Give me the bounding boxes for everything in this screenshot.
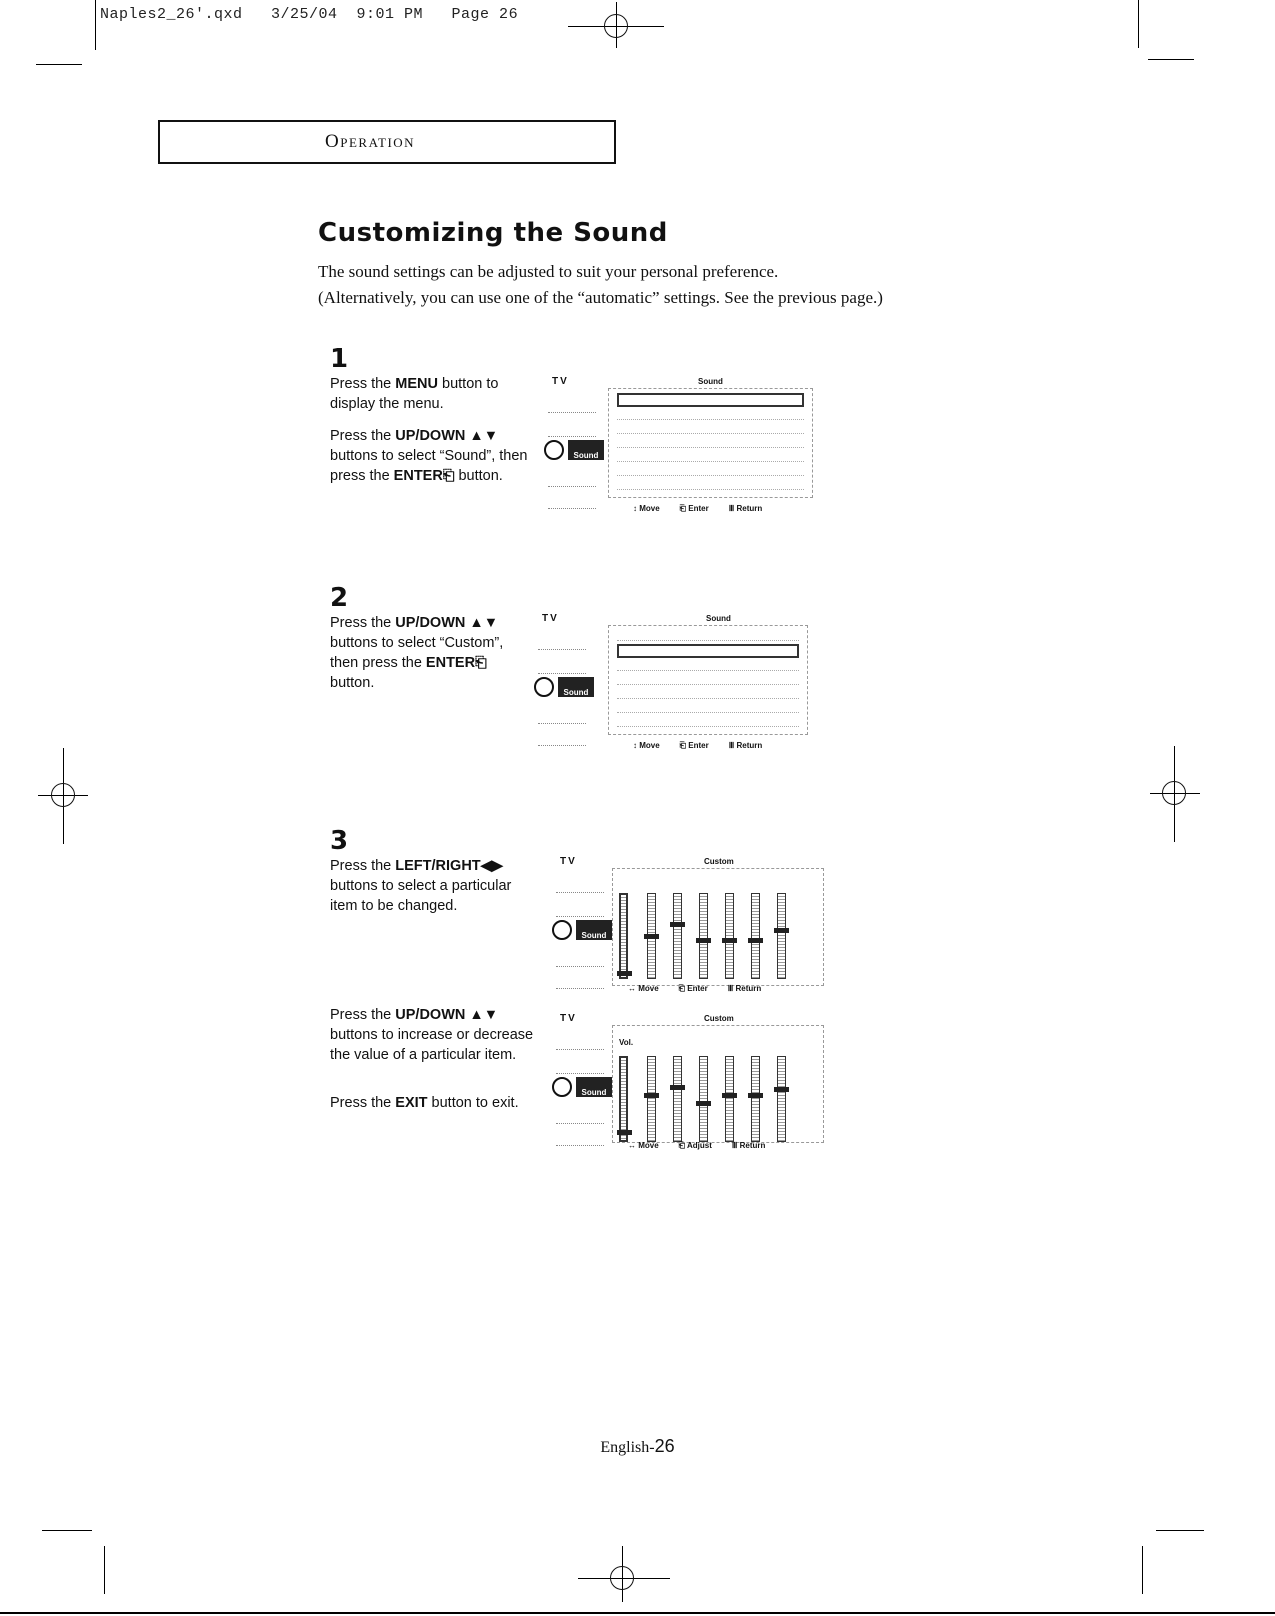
tv-screen-sound-custom <box>528 613 813 761</box>
crop-mark <box>1156 1530 1204 1531</box>
sound-tab: Sound <box>568 440 604 460</box>
section-header <box>158 120 616 164</box>
slider-knob <box>644 934 659 939</box>
menu-row <box>617 716 799 727</box>
slider-knob <box>644 1093 659 1098</box>
crop-mark <box>1138 0 1139 48</box>
crop-mark <box>36 64 82 65</box>
step-number: 2 <box>330 583 349 613</box>
equalizer-slider <box>699 893 708 979</box>
menu-row <box>617 465 804 476</box>
screen-legend <box>633 504 762 514</box>
legend-move: ↔ Move <box>628 1141 659 1150</box>
screen-legend <box>628 1141 765 1151</box>
legend-return: Ⅲ Return <box>728 741 763 750</box>
volume-label: Vol. <box>619 1038 634 1047</box>
file-header: Naples2_26'.qxd 3/25/04 9:01 PM Page 26 <box>100 6 519 23</box>
slider-knob <box>670 1085 685 1090</box>
slider-knob <box>774 1087 789 1092</box>
legend-enter: ⎗ Enter <box>679 504 709 513</box>
menu-icon-column <box>546 1025 612 1147</box>
equalizer-slider <box>647 1056 656 1142</box>
menu-icon-column <box>528 625 594 747</box>
menu-row <box>617 451 804 462</box>
registration-circle-icon <box>610 1566 634 1590</box>
step-number: 3 <box>330 826 349 856</box>
speaker-icon <box>534 677 554 697</box>
crop-mark <box>1142 1546 1143 1594</box>
speaker-icon <box>552 920 572 940</box>
equalizer-slider <box>777 1056 786 1142</box>
picture-icon <box>556 898 604 917</box>
picture-icon <box>556 1055 604 1074</box>
legend-adjust: ⎗ Adjust <box>678 1141 712 1150</box>
footer-language: English- <box>600 1439 655 1456</box>
crop-mark <box>104 1546 105 1594</box>
page-title: Customizing the Sound <box>318 218 668 248</box>
equalizer-slider <box>751 1056 760 1142</box>
equalizer-slider <box>751 893 760 979</box>
input-icon <box>538 631 586 650</box>
menu-panel <box>608 625 808 735</box>
menu-row <box>617 479 804 490</box>
legend-return: Ⅲ Return <box>728 504 763 513</box>
setup-icon <box>548 490 596 509</box>
setup-icon <box>556 1127 604 1146</box>
equalizer-panel <box>612 1025 824 1143</box>
menu-row <box>617 702 799 713</box>
section-label: Operation <box>325 131 416 152</box>
input-icon <box>548 394 596 413</box>
speaker-icon <box>552 1077 572 1097</box>
screen-title: Custom <box>704 857 734 866</box>
menu-row <box>617 423 804 434</box>
screen-title: Sound <box>706 614 731 623</box>
menu-icon-column <box>546 868 612 990</box>
menu-row-selected <box>617 393 804 407</box>
legend-enter: ⎗ Enter <box>679 741 709 750</box>
menu-panel <box>608 388 813 498</box>
menu-row <box>617 437 804 448</box>
equalizer-slider <box>699 1056 708 1142</box>
screen-legend <box>628 984 761 994</box>
channel-icon <box>548 468 596 487</box>
legend-enter: ⎗ Enter <box>678 984 708 993</box>
step-instructions <box>330 374 535 498</box>
slider-knob <box>617 971 632 976</box>
equalizer-slider <box>725 1056 734 1142</box>
input-icon <box>556 874 604 893</box>
slider-knob <box>774 928 789 933</box>
menu-row <box>617 674 799 685</box>
equalizer-slider <box>673 1056 682 1142</box>
channel-icon <box>556 1105 604 1124</box>
equalizer-slider <box>647 893 656 979</box>
slider-knob <box>696 938 711 943</box>
tv-screen-custom-adjust <box>546 1013 831 1161</box>
screen-title: Custom <box>704 1014 734 1023</box>
input-icon <box>556 1031 604 1050</box>
legend-return: Ⅲ Return <box>731 1141 766 1150</box>
equalizer-panel <box>612 868 824 986</box>
crop-mark <box>1148 59 1194 60</box>
page-footer <box>0 1436 1275 1457</box>
step-instructions <box>330 1005 535 1125</box>
screen-legend <box>633 741 762 751</box>
registration-circle-icon <box>1162 781 1186 805</box>
tv-label: TV <box>542 613 559 624</box>
bottom-rule <box>0 1612 1275 1614</box>
slider-knob <box>670 922 685 927</box>
intro-line: The sound settings can be adjusted to suit your personal preference. <box>318 262 779 281</box>
legend-move: ↕ Move <box>633 504 660 513</box>
registration-circle-icon <box>51 783 75 807</box>
equalizer-slider <box>619 1056 628 1142</box>
sound-tab: Sound <box>558 677 594 697</box>
step-number: 1 <box>330 344 349 374</box>
legend-move: ↔ Move <box>628 984 659 993</box>
footer-page-number: 26 <box>654 1436 675 1456</box>
slider-knob <box>748 938 763 943</box>
menu-row <box>617 630 799 641</box>
equalizer-slider <box>673 893 682 979</box>
step-instructions <box>330 613 535 705</box>
menu-row-selected <box>617 644 799 658</box>
slider-knob <box>696 1101 711 1106</box>
slider-knob <box>617 1130 632 1135</box>
slider-knob <box>722 938 737 943</box>
menu-icon-column <box>538 388 604 510</box>
speaker-icon <box>544 440 564 460</box>
channel-icon <box>538 705 586 724</box>
equalizer-slider <box>619 893 628 979</box>
setup-icon <box>538 727 586 746</box>
menu-row <box>617 409 804 420</box>
menu-row <box>617 688 799 699</box>
menu-row <box>617 660 799 671</box>
tv-label: TV <box>552 376 569 387</box>
crop-mark <box>95 0 96 50</box>
slider-knob <box>722 1093 737 1098</box>
instruction: Press the EXIT button to exit. <box>330 1095 519 1111</box>
tv-label: TV <box>560 1013 577 1024</box>
picture-icon <box>538 655 586 674</box>
instruction: Press the UP/DOWN ▲▼ buttons to select “Custom”, then press the ENTER⎗ button. <box>330 615 504 691</box>
slider-knob <box>748 1093 763 1098</box>
instruction: Press the UP/DOWN ▲▼ buttons to increase or decrease the value of a particular item. <box>330 1007 534 1063</box>
screen-title: Sound <box>698 377 723 386</box>
sound-tab: Sound <box>576 920 612 940</box>
tv-screen-custom-eq <box>546 856 831 1004</box>
channel-icon <box>556 948 604 967</box>
intro-line: (Alternatively, you can use one of the “automatic” settings. See the previous page.) <box>318 288 883 307</box>
setup-icon <box>556 970 604 989</box>
registration-circle-icon <box>604 14 628 38</box>
tv-label: TV <box>560 856 577 867</box>
step-instructions <box>330 856 535 928</box>
legend-move: ↕ Move <box>633 741 660 750</box>
picture-icon <box>548 418 596 437</box>
equalizer-slider <box>777 893 786 979</box>
equalizer-slider <box>725 893 734 979</box>
instruction: Press the UP/DOWN ▲▼ buttons to select “Sound”, then press the ENTER⎗ button. <box>330 428 528 484</box>
tv-screen-sound-menu <box>538 376 823 524</box>
instruction: Press the LEFT/RIGHT◀▶ buttons to select a particular item to be changed. <box>330 858 512 914</box>
crop-mark <box>42 1530 92 1531</box>
sound-tab: Sound <box>576 1077 612 1097</box>
instruction: Press the MENU button to display the menu. <box>330 376 499 412</box>
legend-return: Ⅲ Return <box>727 984 762 993</box>
